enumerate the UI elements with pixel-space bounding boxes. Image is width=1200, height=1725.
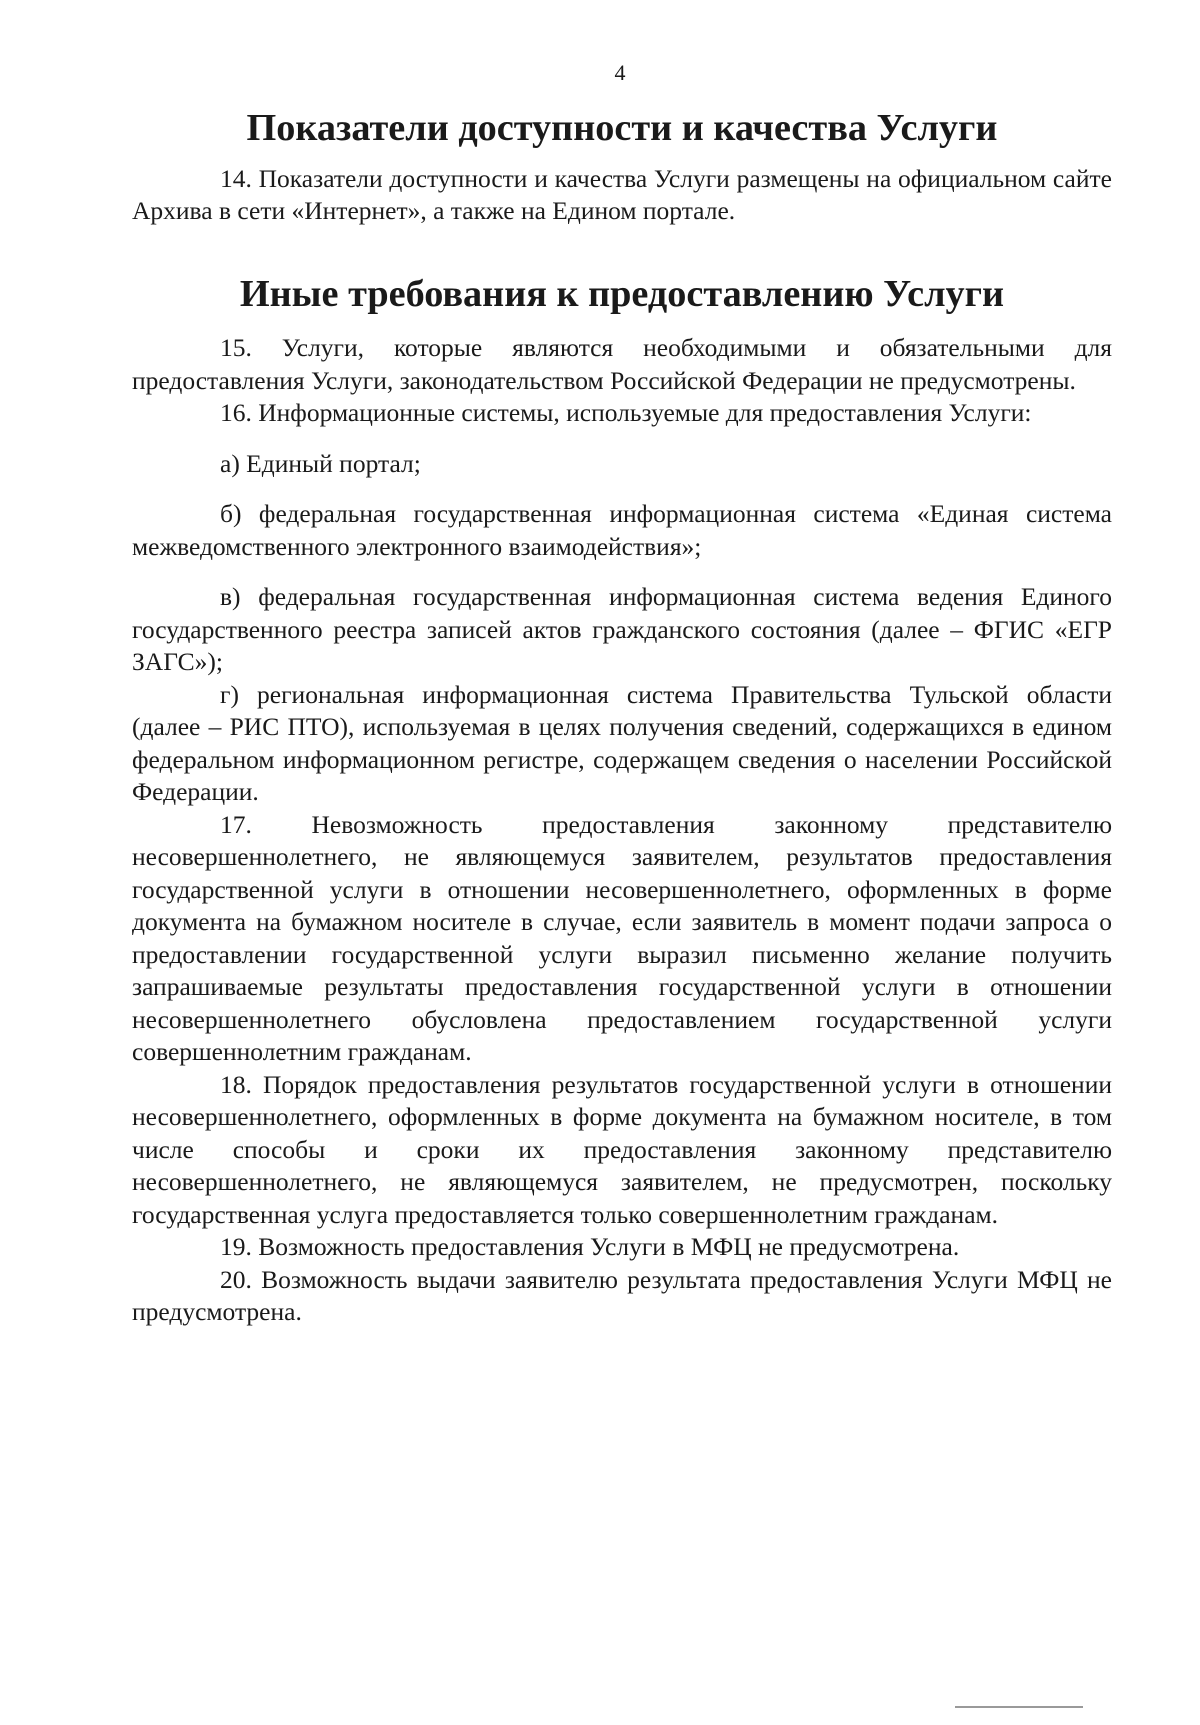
paragraph-19: 19. Возможность предоставления Услуги в МФЦ не предусмотрена. [220,1232,960,1261]
scan-edge-line [955,1706,1083,1708]
paragraph-17: 17. Невозможность предоставления законному представителю несовершеннолетнего, не являющемуся заявителем, результатов предоставления государственной услуги в отношении несовершеннолетнего, оформленных в форме документа на бумажном носителе в случае, если заявитель в момент подачи запроса о предоставлении государственной услуги выразил письменно желание получить запрашиваемые результаты предоставления государственной услуги в отношении несовершеннолетнего обусловлена предоставлением государственной услуги совершеннолетним гражданам. [132,809,1112,1066]
list-item-b: б) федеральная государственная информационная система «Единая система межведомственного электронного взаимодействия»; [132,499,1112,561]
list-item-g: г) региональная информационная система Правительства Тульской области (далее – РИС ПТО), используемая в целях получения сведений, содержащихся в едином федеральном информационном регистре, содержащем сведения о населении Российской Федерации. [132,679,1112,806]
document-body [132,107,1112,1329]
paragraph-15: 15. Услуги, которые являются необходимыми и обязательными для предоставления Услуги, законодательством Российской Федерации не предусмотрены. [132,333,1112,395]
paragraph-16: 16. Информационные системы, используемые для предоставления Услуги: [220,398,1032,427]
section-heading-quality: Показатели доступности и качества Услуги [246,107,998,149]
paragraph-14: 14. Показатели доступности и качества Услуги размещены на официальном сайте Архива в сети «Интернет», а также на Едином портале. [132,163,1112,225]
list-item-v: в) федеральная государственная информационная система ведения Единого государственного реестра записей актов гражданского состояния (далее – ФГИС «ЕГР ЗАГС»); [132,582,1112,676]
list-item-a: а) Единый портал; [220,448,421,478]
paragraph-20: 20. Возможность выдачи заявителю результата предоставления Услуги МФЦ не предусмотрена. [132,1264,1112,1326]
section-heading-other-requirements: Иные требования к предоставлению Услуги [239,272,1005,315]
page-number: 4 [614,60,626,85]
paragraph-18: 18. Порядок предоставления результатов государственной услуги в отношении несовершеннолетнего, оформленных в форме документа на бумажном носителе, в том числе способы и сроки их предоставления законному представителю несовершеннолетнего, не являющемуся заявителем, не предусмотрен, поскольку государственная услуга предоставляется только совершеннолетним гражданам. [132,1069,1112,1229]
